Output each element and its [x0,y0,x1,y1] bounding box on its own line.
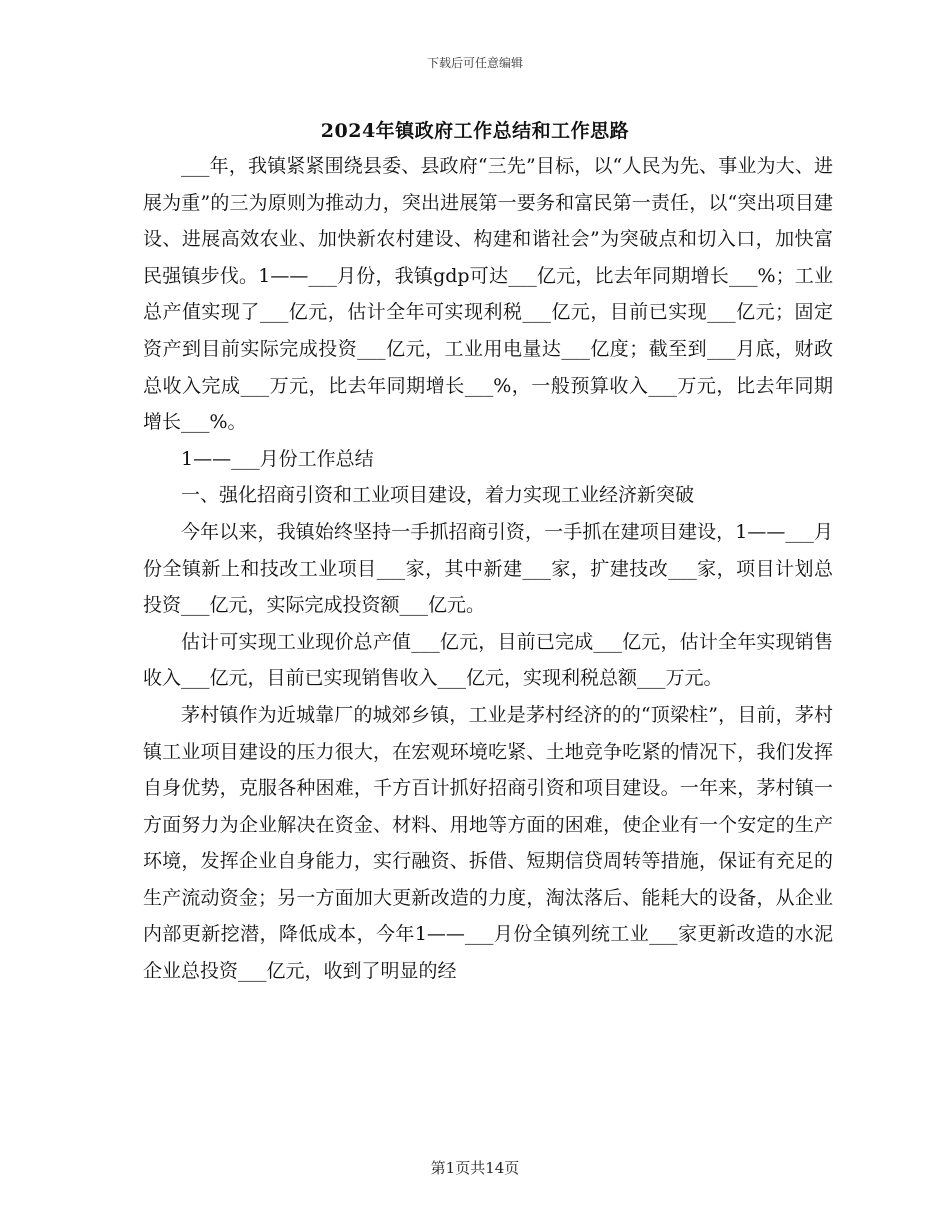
paragraph: 估计可实现工业现价总产值___亿元，目前已完成___亿元，估计全年实现销售收入___亿元，目前已实现销售收入___亿元，实现利税总额___万元。 [143,630,833,690]
document-body [143,148,833,990]
subsection-heading: 一、强化招商引资和工业项目建设，着力实现工业经济新突破 [181,484,695,507]
paragraph-intro: ___年，我镇紧紧围绕县委、县政府“三先”目标，以“人民为先、事业为大、进展为重”的三为原则为推动力，突出进展第一要务和富民第一责任，以“突出项目建设、进展高效农业、加快新农村建设、构建和谐社会”为突破点和切入口，加快富民强镇步伐。1——___月份，我镇gdp可达___亿元，比去年同期增长___%；工业总产值实现了___亿元，估计全年可实现利税___亿元，目前已实现___亿元；固定资产到目前实际完成投资___亿元，工业用电量达___亿度；截至到___月底，财政总收入完成___万元，比去年同期增长___%，一般预算收入___万元，比去年同期增长___%。 [143,155,833,434]
section-heading: 1——___月份工作总结 [181,447,374,470]
document-title: 2024年镇政府工作总结和工作思路 [320,120,630,142]
page-number: 第1页共14页 [430,1159,520,1177]
paragraph: 茅村镇作为近城靠厂的城郊乡镇，工业是茅村经济的的“顶梁柱”，目前，茅村镇工业项目建设的压力很大，在宏观环境吃紧、土地竞争吃紧的情况下，我们发挥自身优势，克服各种困难，千方百计抓好招商引资和项目建设。一年来，茅村镇一方面努力为企业解决在资金、材料、用地等方面的困难，使企业有一个安定的生产环境，发挥企业自身能力，实行融资、拆借、短期信贷周转等措施，保证有充足的生产流动资金；另一方面加大更新改造的力度，淘汰落后、能耗大的设备，从企业内部更新挖潜，降低成本，今年1——___月份全镇列统工业___家更新改造的水泥企业总投资___亿元，收到了明显的经 [143,703,833,983]
header-note: 下载后可任意编辑 [426,56,523,70]
paragraph: 今年以来，我镇始终坚持一手抓招商引资，一手抓在建项目建设，1——___月份全镇新上和技改工业项目___家，其中新建___家，扩建技改___家，项目计划总投资___亿元，实际完成投资额___亿元。 [143,520,833,617]
